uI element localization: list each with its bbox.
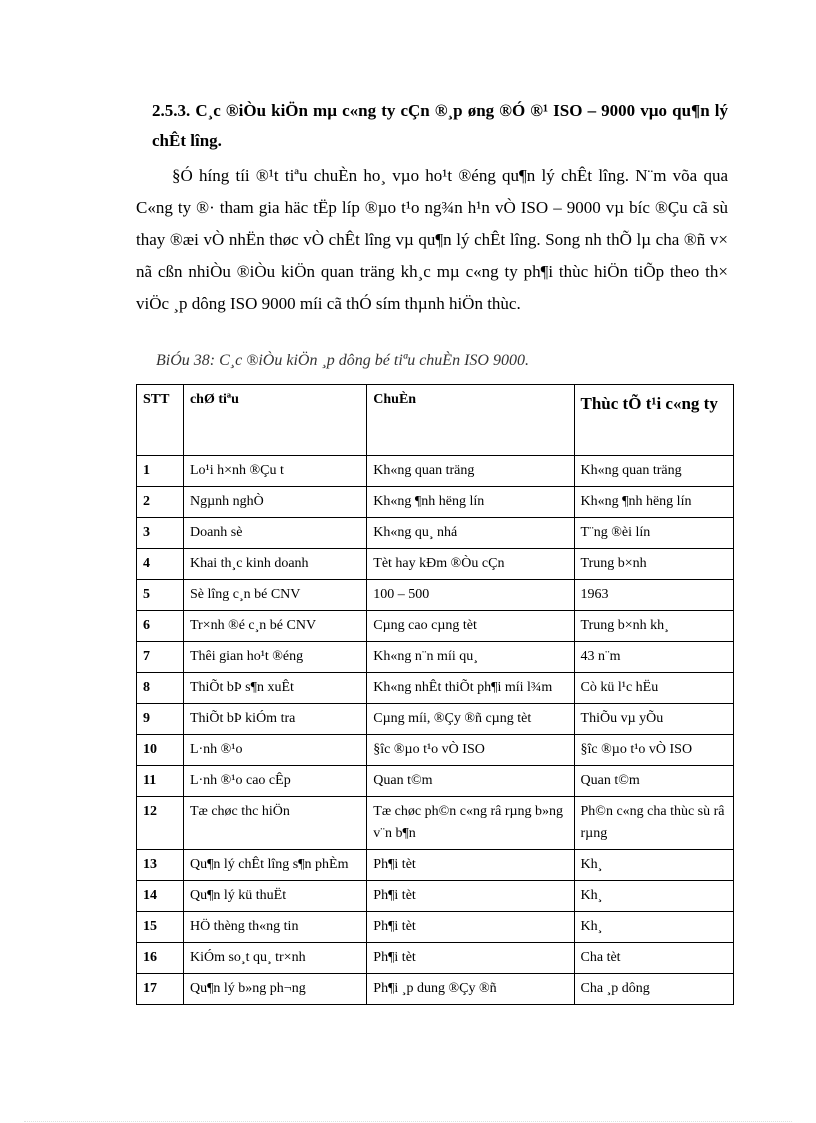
paragraph-text: §Ó híng tíi ®¹t tiªu chuÈn ho¸ vµo ho¹t ®éng qu¶n lý chÊt lîng. N¨m võa qua C«ng ty ®· tham gia häc tËp líp ®µo t¹o ng¾n h¹n vÒ ISO – 9000 vµ bíc ®Çu cã sù thay ®æi vÒ nhËn thøc vÒ chÊt lîng vµ qu¶n lý chÊt lîng. Song nh thÕ lµ cha ®ñ v× nã cßn nhiÒu ®iÒu kiÖn quan träng kh¸c mµ c«ng ty ph¶i thùc hiÖn tiÕp theo th× viÖc ¸p dông ISO 9000 míi cã thÓ sím thµnh hiÖn thùc. <box>136 166 728 313</box>
row-stt: 2 <box>137 487 184 518</box>
header-stt: STT <box>137 385 184 456</box>
row-standard: Ph¶i tèt <box>367 912 574 943</box>
table-row <box>137 943 734 974</box>
row-standard: Ph¶i tèt <box>367 881 574 912</box>
table-row <box>137 642 734 673</box>
row-criterion: Khai th¸c kinh doanh <box>183 549 366 580</box>
row-stt: 17 <box>137 974 184 1005</box>
row-standard: Kh«ng quan träng <box>367 456 574 487</box>
table-row <box>137 518 734 549</box>
row-criterion: Sè lîng c¸n bé CNV <box>183 580 366 611</box>
row-stt: 14 <box>137 881 184 912</box>
row-standard: Kh«ng ¶nh hëng lín <box>367 487 574 518</box>
row-actual: Ph©n c«ng cha thùc sù râ rµng <box>574 797 733 850</box>
row-criterion: KiÓm so¸t qu¸ tr×nh <box>183 943 366 974</box>
table-row <box>137 881 734 912</box>
row-criterion: ThiÕt bÞ s¶n xuÊt <box>183 673 366 704</box>
conditions-table <box>136 384 734 1005</box>
row-stt: 13 <box>137 850 184 881</box>
row-criterion: L·nh ®¹o <box>183 735 366 766</box>
row-actual: Cha ¸p dông <box>574 974 733 1005</box>
row-stt: 7 <box>137 642 184 673</box>
row-stt: 4 <box>137 549 184 580</box>
table-row <box>137 704 734 735</box>
table-row <box>137 611 734 642</box>
header-actual: Thùc tÕ t¹i c«ng ty <box>574 385 733 456</box>
row-criterion: ThiÕt bÞ kiÓm tra <box>183 704 366 735</box>
table-header-row <box>137 385 734 456</box>
row-stt: 8 <box>137 673 184 704</box>
row-actual: 43 n¨m <box>574 642 733 673</box>
header-criterion: chØ tiªu <box>183 385 366 456</box>
row-standard: 100 – 500 <box>367 580 574 611</box>
section-heading: 2.5.3. C¸c ®iÒu kiÖn mµ c«ng ty cÇn ®¸p øng ®Ó ®¹ ISO – 9000 vµo qu¶n lý chÊt lîng. <box>152 101 728 150</box>
row-stt: 10 <box>137 735 184 766</box>
row-actual: Kh«ng ¶nh hëng lín <box>574 487 733 518</box>
row-criterion: Ngµnh nghÒ <box>183 487 366 518</box>
table-row <box>137 912 734 943</box>
row-standard: Quan t©m <box>367 766 574 797</box>
row-criterion: Tr×nh ®é c¸n bé CNV <box>183 611 366 642</box>
row-stt: 9 <box>137 704 184 735</box>
row-standard: Tèt hay kÐm ®Òu cÇn <box>367 549 574 580</box>
row-stt: 6 <box>137 611 184 642</box>
row-criterion: HÖ thèng th«ng tin <box>183 912 366 943</box>
row-standard: Ph¶i tèt <box>367 943 574 974</box>
row-stt: 5 <box>137 580 184 611</box>
row-actual: T¨ng ®èi lín <box>574 518 733 549</box>
table-caption: BiÓu 38: C¸c ®iÒu kiÖn ¸p dông bé tiªu chuÈn ISO 9000. <box>156 352 529 369</box>
row-criterion: Thêi gian ho¹t ®éng <box>183 642 366 673</box>
table-row <box>137 766 734 797</box>
row-actual: 1963 <box>574 580 733 611</box>
row-criterion: L·nh ®¹o cao cÊp <box>183 766 366 797</box>
row-criterion: Qu¶n lý chÊt lîng s¶n phÈm <box>183 850 366 881</box>
row-stt: 15 <box>137 912 184 943</box>
row-criterion: Qu¶n lý b»ng ph¬ng <box>183 974 366 1005</box>
row-standard: Kh«ng n¨n míi qu¸ <box>367 642 574 673</box>
row-actual: Quan t©m <box>574 766 733 797</box>
table-row <box>137 974 734 1005</box>
row-criterion: Qu¶n lý kü thuËt <box>183 881 366 912</box>
row-actual: ThiÕu vµ yÕu <box>574 704 733 735</box>
row-stt: 1 <box>137 456 184 487</box>
row-stt: 11 <box>137 766 184 797</box>
row-actual: Kh«ng quan träng <box>574 456 733 487</box>
table-row <box>137 456 734 487</box>
row-criterion: Doanh sè <box>183 518 366 549</box>
table-row <box>137 580 734 611</box>
table-body <box>137 456 734 1005</box>
row-standard: Kh«ng qu¸ nhá <box>367 518 574 549</box>
table-row <box>137 549 734 580</box>
page-bottom-rule <box>24 1121 792 1122</box>
row-criterion: Tæ chøc thc hiÖn <box>183 797 366 850</box>
row-standard: Kh«ng nhÊt thiÕt ph¶i míi l¾m <box>367 673 574 704</box>
row-actual: Cha tèt <box>574 943 733 974</box>
row-actual: Cò kü l¹c hËu <box>574 673 733 704</box>
table-row <box>137 735 734 766</box>
body-paragraph <box>136 160 728 320</box>
row-stt: 3 <box>137 518 184 549</box>
row-actual: Trung b×nh <box>574 549 733 580</box>
row-standard: Ph¶i ¸p dung ®Çy ®ñ <box>367 974 574 1005</box>
row-standard: Ph¶i tèt <box>367 850 574 881</box>
table-row <box>137 797 734 850</box>
header-standard: ChuÈn <box>367 385 574 456</box>
table-row <box>137 673 734 704</box>
row-criterion: Lo¹i h×nh ®Çu t <box>183 456 366 487</box>
row-stt: 16 <box>137 943 184 974</box>
row-standard: §îc ®µo t¹o vÒ ISO <box>367 735 574 766</box>
row-standard: Cµng cao cµng tèt <box>367 611 574 642</box>
row-standard: Cµng míi, ®Çy ®ñ cµng tèt <box>367 704 574 735</box>
row-actual: Kh¸ <box>574 881 733 912</box>
table-row <box>137 487 734 518</box>
row-actual: Trung b×nh kh¸ <box>574 611 733 642</box>
table-row <box>137 850 734 881</box>
row-stt: 12 <box>137 797 184 850</box>
row-actual: §îc ®µo t¹o vÒ ISO <box>574 735 733 766</box>
row-standard: Tæ chøc ph©n c«ng râ rµng b»ng v¨n b¶n <box>367 797 574 850</box>
row-actual: Kh¸ <box>574 912 733 943</box>
row-actual: Kh¸ <box>574 850 733 881</box>
